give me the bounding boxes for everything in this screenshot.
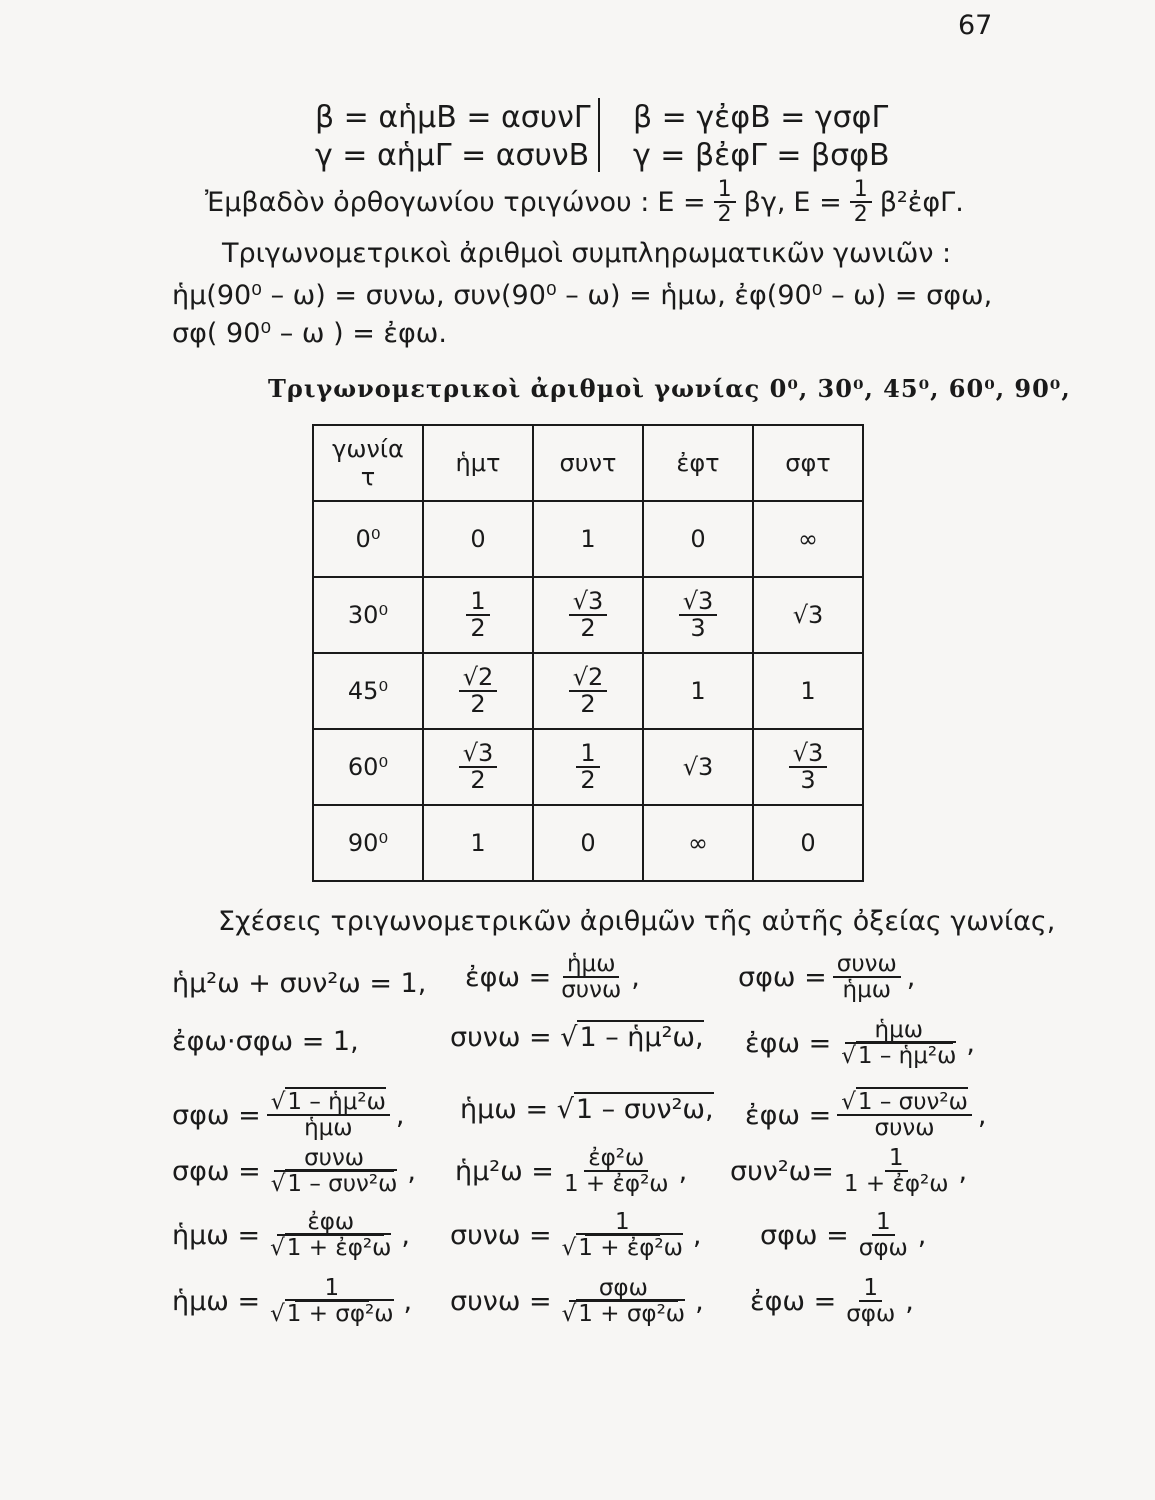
identity-fraction (837, 1090, 972, 1140)
identity-11: ἡμ²ω = $\frac{\text{ἐφ²ω}}{\text{1 + ἐφ²ω}}$ , (455, 1145, 688, 1198)
identity-lhs: ἐφω = (745, 1027, 832, 1059)
relation-left-1: β = αἡμΒ = ασυνΓ (315, 100, 591, 135)
identity-lhs: συνω = (450, 1022, 552, 1053)
fraction-denominator: 2 (853, 202, 868, 228)
radicand: 1 – συν²ω (857, 1089, 968, 1115)
trig-table (312, 424, 864, 882)
header-angle-symbol: τ (360, 463, 376, 491)
identity-lhs: ἐφω = (750, 1285, 837, 1317)
fraction-denominator: √1 + σφ²ω (270, 1301, 394, 1328)
value-cell (643, 577, 753, 653)
identity-fraction (266, 1210, 395, 1260)
value-cell (423, 729, 533, 805)
fraction-numerator: ἐφω (277, 1210, 384, 1236)
page-number: 67 (958, 10, 993, 41)
relation-left-2: γ = αἡμΓ = ασυνΒ (315, 138, 590, 173)
table-row (313, 577, 863, 653)
radicand: 1 + σφ²ω (286, 1301, 394, 1328)
value-cell: ∞ (643, 805, 753, 881)
complementary-line-1: ἡμ(90⁰ – ω) = συνω, συν(90⁰ – ω) = ἡμω, ἐφ(90⁰ – ω) = σφω, (172, 280, 993, 311)
complementary-title: Τριγωνομετρικοὶ ἀριθμοὶ συμπληρωματικῶν γωνιῶν : (222, 238, 952, 269)
identity-fraction (842, 1276, 899, 1326)
identity-18: ἐφω = $\frac{1}{\text{σφω}}$ , (750, 1275, 914, 1328)
fraction-numerator: 1 (585, 1210, 660, 1236)
identity-fraction (840, 1146, 953, 1196)
identity-6: ἐφω = $\frac{\text{ἡμω}}{\text{√1 – ἡμ²ω}}$ , (745, 1017, 975, 1070)
fraction-numerator: ἐφ²ω (584, 1146, 648, 1172)
identity-lhs: σφω = (738, 961, 827, 993)
fraction-numerator: σφω (569, 1276, 678, 1302)
fraction-numerator: συνω (833, 952, 901, 978)
value-cell (533, 729, 643, 805)
relation-right-1: β = γἐφΒ = γσφΓ (633, 100, 889, 135)
identity-7: σφω = $\frac{\text{√1 – ἡμ²ω}}{\text{ἡμω}}$ , (172, 1089, 405, 1142)
fraction-denominator: ἡμω (842, 977, 891, 1004)
fraction-denominator: 2 (470, 690, 486, 718)
value-cell (423, 577, 533, 653)
area-label: Ἐμβαδὸν ὀρθογωνίου τριγώνου : (205, 186, 650, 218)
angle-cell: 60⁰ (313, 729, 423, 805)
table-row (313, 729, 863, 805)
value-cell: 1 (753, 653, 863, 729)
angle-cell: 45⁰ (313, 653, 423, 729)
value-cell: 0 (643, 501, 753, 577)
area-fraction-2 (850, 178, 872, 226)
identity-lhs: συνω = (450, 1219, 552, 1251)
header-angle-word: γωνία (332, 435, 404, 463)
header-sin: ἡμτ (423, 425, 533, 501)
identity-lhs: ἐφω = (465, 961, 552, 993)
identity-10: σφω = $\frac{\text{συνω}}{\text{√1 – συν²ω}}$ , (172, 1145, 416, 1198)
value-cell: ∞ (753, 501, 863, 577)
identity-lhs: ἐφω = (745, 1099, 832, 1131)
identity-fraction (267, 1146, 402, 1196)
table-header-row (313, 425, 863, 501)
fraction-denominator: √1 + ἐφ²ω (561, 1235, 683, 1262)
area-e2-rhs: β²ἐφΓ. (879, 186, 964, 218)
radicand: 1 – συν²ω (287, 1171, 398, 1198)
fraction-numerator: √3 (789, 741, 828, 768)
fraction-numerator: √3 (679, 589, 718, 616)
area-e2-lhs: E = (793, 186, 842, 218)
identity-17: συνω = $\frac{\text{σφω}}{\text{√1 + σφ²ω}}$ , (450, 1275, 704, 1328)
complementary-line-2: σφ( 90⁰ – ω ) = ἐφω. (172, 318, 447, 349)
value-cell: √3 (753, 577, 863, 653)
identity-fraction (266, 1276, 397, 1326)
identity-9: ἐφω = $\frac{\text{√1 – συν²ω}}{\text{συνω}}$ , (745, 1089, 987, 1142)
value-cell: 1 (533, 501, 643, 577)
value-cell (423, 653, 533, 729)
identity-lhs: σφω = (172, 1155, 261, 1187)
identities-title: Σχέσεις τριγωνομετρικῶν ἀριθμῶν τῆς αὐτῆς ὀξείας γωνίας, (218, 906, 1056, 937)
identity-fraction (558, 1210, 687, 1260)
fraction-denominator: √1 – ἡμ²ω (841, 1043, 957, 1070)
fraction-denominator: σφω (858, 1235, 908, 1262)
value-cell: 0 (753, 805, 863, 881)
relation-right-2: γ = βἐφΓ = βσφΒ (633, 138, 890, 173)
fraction-denominator: σφω (846, 1301, 896, 1328)
header-angle (313, 425, 423, 501)
identity-fraction (557, 952, 625, 1002)
angle-cell: 0⁰ (313, 501, 423, 577)
identity-fraction (267, 1090, 390, 1140)
value-cell: √3 (643, 729, 753, 805)
value-cell: 0 (533, 805, 643, 881)
identity-lhs: ἡμ²ω = (455, 1155, 554, 1187)
divider-line (598, 98, 600, 172)
fraction-numerator: √3 (459, 741, 498, 768)
fraction-denominator: 1 + ἐφ²ω (563, 1171, 669, 1198)
table-row (313, 501, 863, 577)
identity-14: συνω = $\frac{1}{\text{√1 + ἐφ²ω}}$ , (450, 1209, 702, 1262)
identity-lhs: ἡμω = (460, 1094, 549, 1125)
fraction-numerator: √2 (569, 665, 608, 692)
fraction-numerator: √1 – συν²ω (837, 1090, 972, 1116)
fraction-denominator: √1 + ἐφ²ω (270, 1235, 392, 1262)
fraction-numerator: √3 (569, 589, 608, 616)
fraction-denominator: 2 (580, 614, 596, 642)
identity-2: ἐφω = $\frac{\text{ἡμω}}{\text{συνω}}$ , (465, 951, 640, 1004)
identity-15: σφω = $\frac{1}{\text{σφω}}$ , (760, 1209, 927, 1262)
identity-fraction (855, 1210, 912, 1260)
fraction-denominator: ἡμω (304, 1115, 353, 1142)
identity-12: συν²ω= $\frac{1}{\text{1 + ἐφ²ω}}$ , (730, 1145, 968, 1198)
angle-cell: 30⁰ (313, 577, 423, 653)
identity-5: συνω = √1 – ἡμ²ω, (450, 1022, 704, 1053)
identity-fraction (833, 952, 901, 1002)
identity-lhs: ἡμω = (172, 1285, 261, 1317)
fraction-denominator: √1 – συν²ω (270, 1171, 398, 1198)
fraction-denominator: συνω (561, 977, 622, 1004)
identity-8: ἡμω = √1 – συν²ω, (460, 1094, 714, 1125)
area-e1-rhs: βγ, (743, 186, 786, 218)
identity-fraction (558, 1276, 689, 1326)
table-row (313, 805, 863, 881)
fraction-numerator: 1 (466, 589, 489, 616)
identity-lhs: σφω = (172, 1099, 261, 1131)
fraction-numerator: 1 (850, 178, 872, 203)
identity-13: ἡμω = $\frac{\text{ἐφω}}{\text{√1 + ἐφ²ω}}$ , (172, 1209, 410, 1262)
area-fraction-1 (714, 178, 736, 226)
value-cell (533, 577, 643, 653)
identity-16: ἡμω = $\frac{1}{\text{√1 + σφ²ω}}$ , (172, 1275, 413, 1328)
radicand: 1 + σφ²ω (578, 1301, 686, 1328)
table-row (313, 653, 863, 729)
fraction-numerator: ἡμω (563, 952, 619, 978)
header-cot: σφτ (753, 425, 863, 501)
value-cell: 1 (643, 653, 753, 729)
radicand: 1 – ἡμ²ω (857, 1043, 957, 1070)
fraction-denominator: συνω (874, 1115, 935, 1142)
table-heading: Τριγωνομετρικοὶ ἀριθμοὶ γωνίας 0⁰, 30⁰, 45⁰, 60⁰, 90⁰, (268, 374, 1071, 403)
header-tan: ἐφτ (643, 425, 753, 501)
angle-cell: 90⁰ (313, 805, 423, 881)
identity-fraction (560, 1146, 673, 1196)
fraction-numerator: √1 – ἡμ²ω (267, 1090, 390, 1116)
fraction-numerator: 1 (872, 1210, 895, 1236)
fraction-numerator: 1 (885, 1146, 908, 1172)
fraction-numerator: 1 (295, 1276, 370, 1302)
area-formula (205, 178, 964, 226)
fraction-numerator: 1 (859, 1276, 882, 1302)
fraction-denominator: 3 (800, 766, 816, 794)
radicand: 1 – ἡμ²ω (287, 1089, 386, 1115)
radicand: 1 – ἡμ²ω, (579, 1022, 704, 1053)
fraction-numerator: ἡμω (845, 1018, 953, 1044)
fraction-numerator: √2 (459, 665, 498, 692)
identity-lhs: ἡμω = (172, 1219, 261, 1251)
fraction-numerator: 1 (576, 741, 599, 768)
fraction-denominator: √1 + σφ²ω (561, 1301, 686, 1328)
fraction-denominator: 2 (470, 614, 486, 642)
identity-lhs: συν²ω= (730, 1155, 834, 1187)
value-cell: 1 (423, 805, 533, 881)
fraction-denominator: 2 (470, 766, 486, 794)
identity-1: ἡμ²ω + συν²ω = 1, (172, 968, 427, 999)
fraction-denominator: 2 (580, 690, 596, 718)
identity-fraction (837, 1018, 960, 1068)
identity-4: ἐφω·σφω = 1, (172, 1026, 359, 1057)
fraction-denominator: 1 + ἐφ²ω (843, 1171, 949, 1198)
header-cos: συντ (533, 425, 643, 501)
radicand: 1 + ἐφ²ω (286, 1235, 392, 1262)
fraction-numerator: 1 (714, 178, 736, 203)
fraction-numerator: συνω (274, 1146, 394, 1172)
area-e1-lhs: E = (657, 186, 706, 218)
value-cell: 0 (423, 501, 533, 577)
value-cell (753, 729, 863, 805)
fraction-denominator: 2 (717, 202, 732, 228)
fraction-denominator: 3 (690, 614, 706, 642)
identity-3: σφω = $\frac{\text{συνω}}{\text{ἡμω}}$ , (738, 951, 916, 1004)
radicand: 1 + ἐφ²ω (578, 1235, 683, 1262)
fraction-denominator: 2 (580, 766, 596, 794)
radicand: 1 – συν²ω, (575, 1094, 714, 1125)
value-cell (533, 653, 643, 729)
identity-lhs: σφω = (760, 1219, 849, 1251)
identity-lhs: συνω = (450, 1285, 552, 1317)
